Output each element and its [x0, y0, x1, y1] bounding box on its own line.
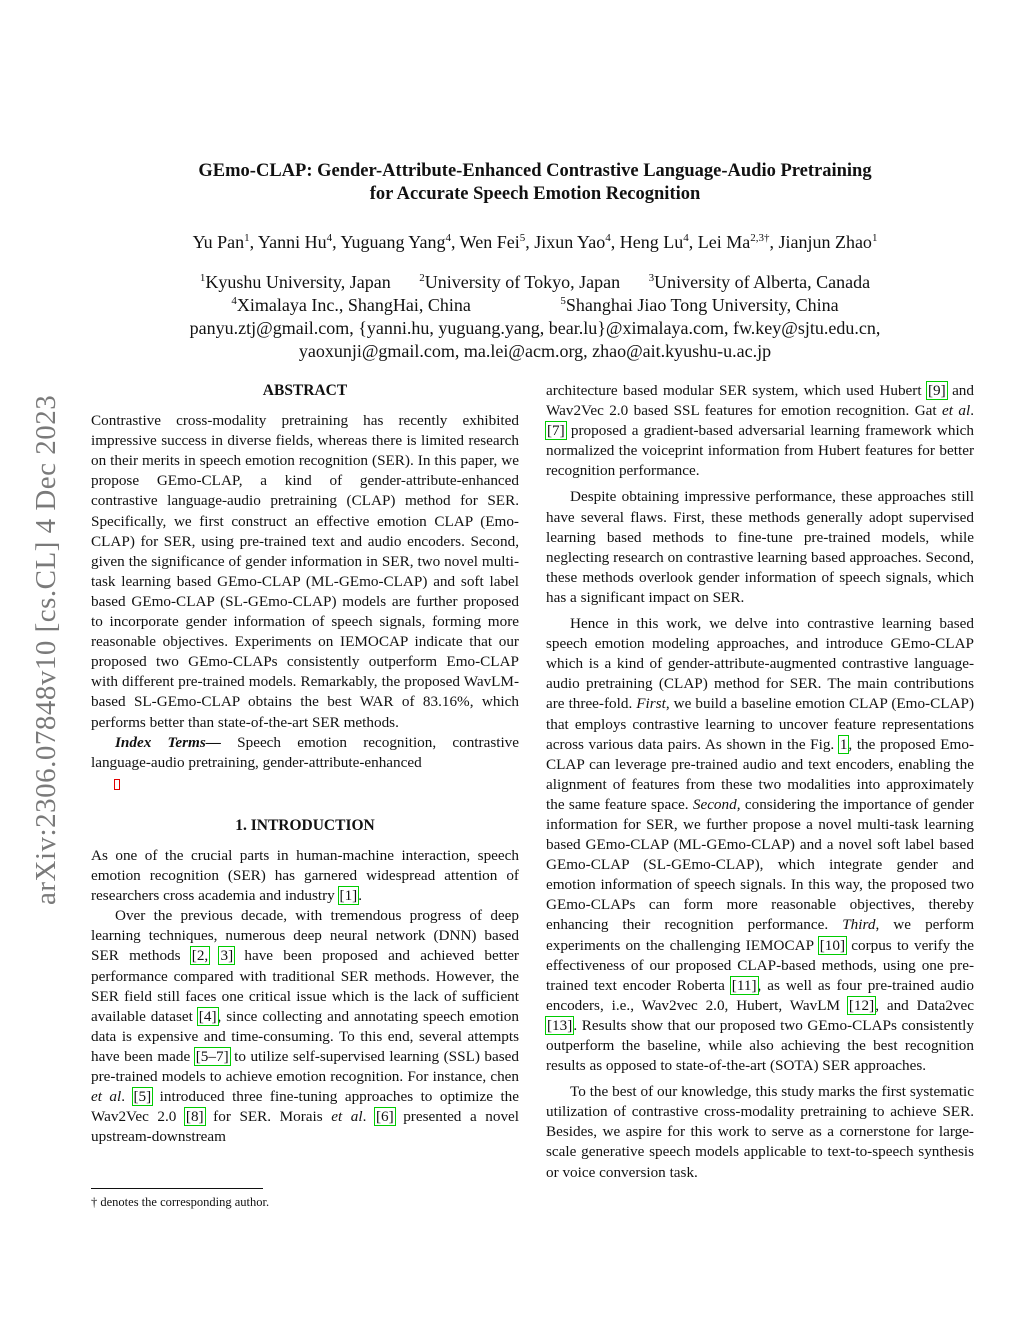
intro-paragraph-2: Over the previous decade, with tremendous progress of deep learning techniques, numerous deep neural network (DNN) based SER methods [2, 3] have been proposed and achieved better performance compared with traditional SER methods. However, the SER field still faces one critical issue which is the lack of sufficient available dataset [4], since collecting and annotating speech emotion data is expensive and time-consuming. To this end, several attempts have been made [5–7] to utilize self-supervised learning (SSL) based pre-trained models to achieve emotion recognition. For instance, chen et al. [5] introduced three fine-tuning approaches to optimize the Wav2Vec 2.0 [8] for SER. Morais et al. [6] presented a novel upstream-downstream — [91, 907, 520, 1146]
citation-link[interactable]: [8] — [185, 1108, 204, 1126]
right-paragraph-1: architecture based modular SER system, which used Hubert [9] and Wav2Vec 2.0 based SSL features for emotion recognition. Gat et al. [7] proposed a gradient-based adversarial learning framework which normalized the voiceprint information from Hubert features for better recognition performance. — [546, 382, 975, 480]
left-column — [91, 381, 519, 1147]
citation-link[interactable]: [5] — [133, 1088, 152, 1106]
author: Yu Pan$^1$ — [192, 232, 250, 252]
citation-link[interactable]: [9] — [927, 382, 946, 399]
intro-paragraph-1: As one of the crucial parts in human-machine interaction, speech emotion recognition (SER) has garnered widespread attention of researchers cross academia and industry [1]. — [91, 846, 519, 905]
index-terms-label: Index Terms— — [115, 733, 221, 751]
intro-heading: 1. INTRODUCTION — [235, 816, 375, 834]
abstract-heading: ABSTRACT — [262, 382, 348, 399]
footnote-anchor-mark[interactable] — [114, 779, 120, 790]
citation-link[interactable]: [4] — [198, 1007, 217, 1025]
citation-link[interactable]: [7] — [547, 422, 565, 440]
author-list: Yu Pan$^1$, Yanni Hu$^4$, Yuguang Yang$^4$, Wen Fei$^5$, Jixun Yao$^4$, Heng Lu$^4$, Lei $Ma^{2,3\dagger}$, Jianjun Zhao$^1$ — [192, 232, 878, 252]
affiliation-row-2 — [100, 294, 970, 317]
affiliation: $^1$Kyushu University, Japan — [199, 272, 391, 292]
author: Yanni Hu$^4$ — [257, 232, 333, 252]
arxiv-identifier: arXiv:2306.07848v10 [cs.CL] 4 Dec 2023 — [30, 394, 62, 906]
title-line-2: for Accurate Speech Emotion Recognition — [369, 184, 701, 204]
affiliation-row-1 — [100, 271, 970, 294]
affiliations — [100, 271, 970, 363]
citation-link[interactable]: [13] — [547, 1016, 573, 1034]
affiliation: $^2$University of Tokyo, Japan — [419, 272, 621, 292]
citation-link[interactable]: [10] — [819, 936, 846, 954]
footnote-rule — [91, 1188, 263, 1189]
author: Jixun Yao$^4$ — [534, 232, 611, 252]
author: Wen Fei$^5$ — [459, 232, 526, 252]
citation-link[interactable]: [1] — [339, 887, 358, 905]
citation-link[interactable]: 3] — [220, 947, 234, 965]
citation-link[interactable]: [5–7] — [195, 1047, 229, 1065]
figure-link[interactable]: 1 — [839, 735, 848, 753]
paper-title — [120, 160, 950, 206]
email-line-1: panyu.ztj@gmail.com, {yanni.hu, yuguang.yang, bear.lu}@ximalaya.com, fw.key@sjtu.edu.cn, — [189, 318, 881, 338]
right-column — [546, 381, 974, 1183]
right-paragraph-4: To the best of our knowledge, this study marks the first systematic utilization of contrastive cross-modality pretraining to achieve SER. Besides, we aspire for this work to serve as a cornerstone for large-scale generative speech models applicable to text-to-speech synthesis or voice conversion task. — [546, 1083, 974, 1181]
index-terms — [91, 733, 519, 773]
citation-link[interactable]: [12] — [848, 996, 875, 1014]
index-terms-text: Speech emotion recognition, contrastive language-audio pretraining, gender-attribute-enhanced — [91, 733, 520, 771]
author: Yuguang Yang$^4$ — [340, 232, 451, 252]
abstract-text: Contrastive cross-modality pretraining has recently exhibited impressive success in diverse fields, whereas there is limited research on their merits in speech emotion recognition (SER). In this paper, we propose GEmo-CLAP, a kind of gender-attribute-enhanced contrastive language-audio pretraining (CLAP) method for SER. Specifically, we first construct an effective emotion CLAP (Emo-CLAP) for SER, using pre-trained text and audio encoders. Second, given the significance of gender information in SER, two novel multi-task learning based GEmo-CLAP (ML-GEmo-CLAP) and soft label based GEmo-CLAP (SL-GEmo-CLAP) models are further proposed to incorporate gender information of speech signals, forming more reasonable objectives. Experiments on IEMOCAP indicate that our proposed two GEmo-CLAPs consistently outperform Emo-CLAP with different pre-trained models. Remarkably, the proposed WavLM-based SL-GEmo-CLAP obtains the best WAR of 83.16%, which performs better than state-of-the-art SER methods. — [91, 412, 519, 731]
citation-link[interactable]: [2, — [191, 947, 209, 965]
author: Heng Lu$^4$ — [619, 232, 689, 252]
author: Lei $Ma^{2,3\dagger}$ — [697, 232, 770, 252]
right-paragraph-2: Despite obtaining impressive performance, these approaches still have several flaws. First, these methods generally adopt supervised learning based methods to fine-tune pre-trained models, while neglecting research on contrastive learning based approaches. Second, these methods overlook gender information of speech signals, which has a significant impact on SER. — [546, 488, 974, 606]
right-paragraph-3: Hence in this work, we delve into contrastive learning based speech emotion modeling approaches, and introduce GEmo-CLAP which is a kind of gender-attribute-augmented contrastive language-audio pretraining (CLAP) method for SER. The main contributions are three-fold. First, we build a baseline emotion CLAP (Emo-CLAP) that employs contrastive learning to uncover feature representations across various data pairs. As shown in the Fig. 1, the proposed Emo-CLAP can leverage pre-trained audio and text encoders, enabling the alignment of features from these two modalities into approximately the same feature space. Second, considering the importance of gender information for SER, we further propose a novel multi-task learning based GEmo-CLAP (ML-GEmo-CLAP) and a novel soft label based GEmo-CLAP (SL-GEmo-CLAP), which integrate gender and emotion information of speech signals. In this way, the proposed two GEmo-CLAPs can form more reasonable objectives, thereby enhancing their recognition performance. Third, we perform experiments on the challenging IEMOCAP [10] corpus to verify the effectiveness of our proposed CLAP-based methods, using one pre-trained text encoder Roberta [11], as well as four pre-trained audio encoders, i.e., Wav2vec 2.0, Hubert, WavLM [12], and Data2vec [13]. Results show that our proposed two GEmo-CLAPs consistently outperform the baseline, while also achieving the best recognition results as opposed to state-of-the-art (SOTA) SER approaches. — [546, 615, 975, 1075]
email-line-2: yaoxunji@gmail.com, ma.lei@acm.org, zhao@ait.kyushu-u.ac.jp — [298, 341, 772, 361]
citation-link[interactable]: [6] — [375, 1108, 394, 1126]
title-line-1: GEmo-CLAP: Gender-Attribute-Enhanced Contrastive Language-Audio Pretraining — [198, 161, 872, 181]
footnote: † denotes the corresponding author. — [91, 1195, 270, 1209]
citation-link[interactable]: [11] — [731, 976, 757, 994]
author: Jianjun Zhao$^1$ — [778, 232, 878, 252]
affiliation: $^3$University of Alberta, Canada — [648, 272, 871, 292]
affiliation: $^5$Shanghai Jiao Tong University, China — [560, 295, 839, 315]
affiliation: $^4$Ximalaya Inc., ShangHai, China — [231, 295, 471, 315]
